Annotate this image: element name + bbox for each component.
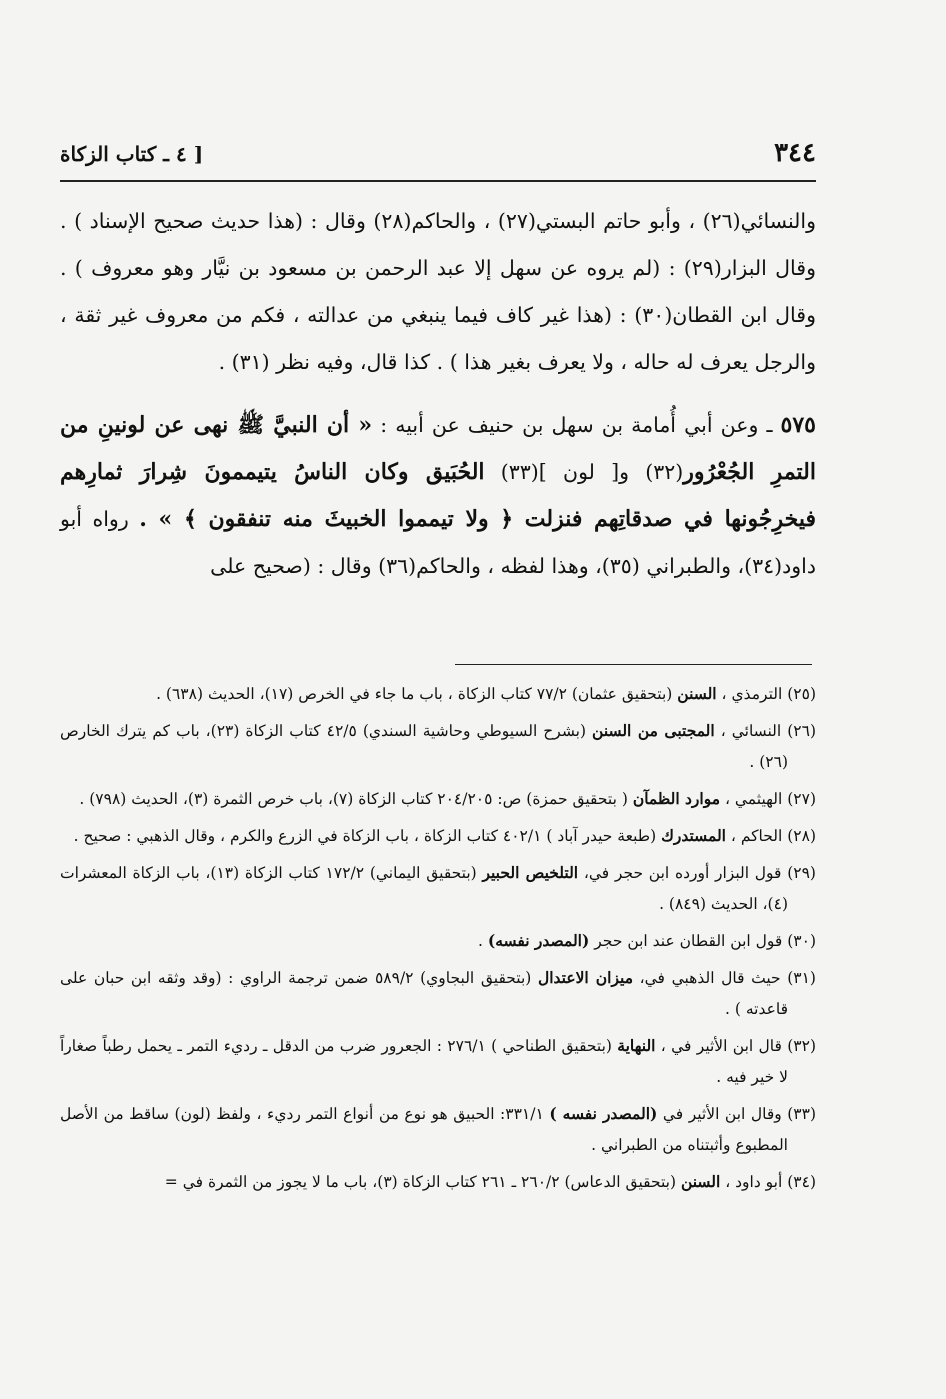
footnote-source-title: (المصدر نفسه ): [549, 1104, 658, 1123]
footnote-source-title: السنن: [680, 1172, 721, 1191]
footnote: [60, 857, 816, 920]
footnote-text: (٢٦) النسائي ،: [714, 722, 816, 740]
footnote-text: (طبعة حيدر آباد ) ٤٠٢/١ كتاب الزكاة ، باب الزكاة في الزرع والكرم ، وقال الذهبي : صحيح .: [73, 827, 662, 845]
footnote-text: (بتحقيق الدعاس) ٢٦٠/٢ ـ ٢٦١ كتاب الزكاة (٣)، باب ما لا يجوز من الثمرة في =: [164, 1173, 681, 1191]
hadith-mid: (٣٢) و[ لون ](٣٣): [484, 460, 684, 484]
chapter-title: [ ٤ ـ كتاب الزكاة: [60, 142, 204, 166]
footnote-text: (٣٢) قال ابن الأثير في ،: [655, 1037, 816, 1055]
footnote: [60, 1166, 816, 1198]
footnote-text: (بتحقيق عثمان) ٧٧/٢ كتاب الزكاة ، باب ما جاء في الخرص (١٧)، الحديث (٦٣٨) .: [156, 685, 678, 703]
footnote-text: ٣٣١/١: الحبيق هو نوع من أنواع التمر رديء ، ولفظ (لون) ساقط من الأصل المطبوع وأثبتناه من الطبراني .: [60, 1105, 788, 1154]
footnote-source-title: ميزان الاعتدال: [537, 968, 634, 987]
footnote-source-title: المستدرك: [661, 826, 726, 845]
footnote: [60, 962, 816, 1025]
paragraph: والنسائي(٢٦) ، وأبو حاتم البستي(٢٧) ، والحاكم(٢٨) وقال : (هذا حديث صحيح الإسناد ) . وقال البزار(٢٩) : (لم يروه عن سهل إلا عبد الرحمن بن مسعود بن نيَّار وهو معروف ) . وقال ابن القطان(٣٠) : (هذا غير كاف فيما ينبغي من عدالته ، فكم من معروف غير ثقة ، والرجل يعرف له حاله ، ولا يعرف بغير هذا ) . كذا قال، وفيه نظر (٣١) .: [60, 209, 817, 374]
footnote: [60, 678, 816, 710]
footnote-source-title: موارد الظمآن: [632, 789, 721, 808]
footnote: [60, 820, 816, 852]
page-number: ٣٤٤: [774, 138, 816, 168]
footnote: [60, 925, 816, 957]
hadith-intro: ـ وعن أبي أُمامة بن سهل بن حنيف عن أبيه :: [372, 413, 781, 437]
footnote-text: (٣٠) قول ابن القطان عند ابن حجر: [589, 932, 816, 950]
footnote-text: (٢٧) الهيثمي ،: [720, 790, 816, 808]
footnote: [60, 783, 816, 815]
footnote-text: (٣١) حيث قال الذهبي في،: [633, 969, 816, 987]
main-text: [60, 198, 816, 590]
footnote-source-title: النهاية: [617, 1036, 656, 1055]
hadith-source: رواه أبو داود(٣٤)، والطبراني (٣٥)، وهذا لفظه ، والحاكم(٣٦) وقال : (صحيح على: [60, 507, 816, 578]
footnote: [60, 1030, 816, 1093]
paragraph-gap: [60, 386, 816, 402]
footnote-source-title: السنن: [677, 684, 717, 703]
footnote-text: (٣٣) وقال ابن الأثير في: [657, 1105, 817, 1123]
footnote-text: (٢٨) الحاكم ،: [725, 827, 816, 845]
footnote-source-title: التلخيص الحبير: [482, 863, 579, 882]
footnote-text: (بتحقيق البجاوي) ٥٨٩/٢ ضمن ترجمة الراوي : (وقد وثقه ابن حبان على قاعدته ) .: [60, 969, 788, 1018]
footnote-source-title: (المصدر نفسه): [487, 931, 590, 950]
footnote-rule: [455, 664, 812, 665]
footnotes: [60, 678, 816, 1203]
footnote-text: .: [478, 932, 488, 950]
footnote-text: ( بتحقيق حمزة) ص: ٢٠٤/٢٠٥ كتاب الزكاة (٧)، باب خرص الثمرة (٣)، الحديث (٧٩٨) .: [79, 790, 633, 808]
footnote: [60, 1098, 816, 1161]
footnote-text: (٣٤) أبو داود ،: [720, 1173, 816, 1191]
header-rule: [60, 180, 816, 182]
page-header: [60, 138, 816, 178]
hadith-number: ٥٧٥: [780, 412, 816, 438]
footnote-source-title: المجتبى من السنن: [592, 721, 715, 740]
footnote-text: (بتحقيق اليماني) ١٧٢/٢ كتاب الزكاة (١٣)، باب الزكاة المعشرات (٤)، الحديث (٨٤٩) .: [60, 864, 788, 913]
hadith-text-continued: الحُبَيق وكان الناسُ يتيممونَ شِرارَ ثمارِهم فيخرِجُونها في صدقاتِهم فنزلت ﴿ ولا تيمموا الخبيثَ منه تنفقون ﴾ » .: [60, 459, 816, 532]
footnote-text: (بتحقيق الطناحي ) ٢٧٦/١ : الجعرور ضرب من الدقل ـ رديء التمر ـ يحمل رطباً صغاراً لا خير فيه .: [60, 1037, 788, 1086]
footnote-text: (بشرح السيوطي وحاشية السندي) ٤٢/٥ كتاب الزكاة (٢٣)، باب كم يترك الخارص (٢٦) .: [60, 722, 788, 771]
footnote-text: (٢٩) قول البزار أورده ابن حجر في،: [578, 864, 816, 882]
footnote: [60, 715, 816, 778]
hadith-text: « أن النبيَّ ﷺ نهى عن لونينِ من التمرِ الجُعْرُور: [60, 412, 816, 485]
footnote-text: (٢٥) الترمذي ،: [716, 685, 816, 703]
hadith-paragraph: [60, 402, 816, 590]
